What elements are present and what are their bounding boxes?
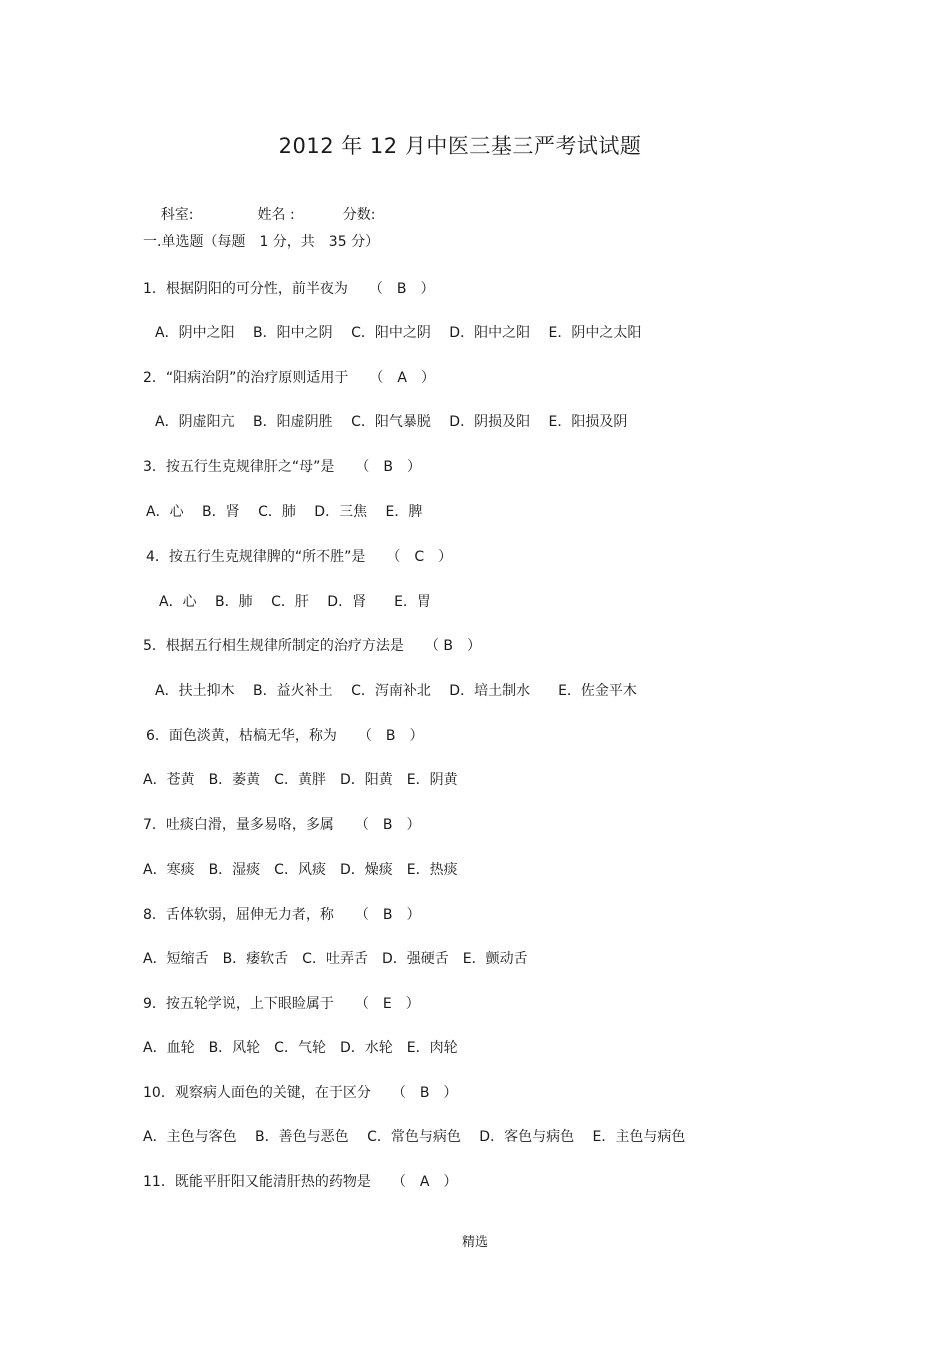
name-label: 姓名 : (257, 207, 295, 223)
question-5: 5．根据五行相生规律所制定的治疗方法是 （ B ） (143, 638, 481, 654)
options-4: A．心 B．肺 C．肝 D．肾 E．胃 (159, 594, 431, 610)
options-6: A．苍黄 B．萎黄 C．黄胖 D．阳黄 E．阴黄 (143, 772, 458, 788)
options-9: A．血轮 B．风轮 C．气轮 D．水轮 E．肉轮 (143, 1040, 458, 1056)
dept-label: 科室: (160, 207, 194, 223)
document-title: 2012 年 12 月中医三基三严考试试题 (278, 134, 642, 158)
section-heading: 一.单选题（每题 1 分，共 35 分） (143, 234, 380, 250)
question-2: 2．“阳病治阴”的治疗原则适用于 （ A ） (143, 370, 435, 386)
options-10: A．主色与客色 B．善色与恶色 C．常色与病色 D．客色与病色 E．主色与病色 (143, 1129, 686, 1145)
options-3: A．心 B．肾 C．肺 D．三焦 E．脾 (146, 504, 423, 520)
options-8: A．短缩舌 B．痿软舌 C．吐弄舌 D．强硬舌 E．颤动舌 (143, 951, 528, 967)
question-11: 11．既能平肝阳又能清肝热的药物是 （ A ） (143, 1174, 458, 1190)
question-4: 4．按五行生克规律脾的“所不胜”是 （ C ） (146, 549, 453, 565)
options-2: A．阴虚阳亢 B．阳虚阴胜 C．阳气暴脱 D．阴损及阳 E．阳损及阴 (155, 414, 628, 430)
question-1: 1．根据阴阳的可分性，前半夜为 （ B ） (143, 281, 435, 297)
options-7: A．寒痰 B．湿痰 C．风痰 D．燥痰 E．热痰 (143, 862, 458, 878)
question-3: 3．按五行生克规律肝之“母”是 （ B ） (143, 459, 422, 475)
question-8: 8．舌体软弱，屈伸无力者，称 （ B ） (143, 907, 421, 923)
options-5: A．扶土抑木 B．益火补土 C．泻南补北 D．培土制水 E．佐金平木 (155, 683, 637, 699)
options-1: A．阴中之阳 B．阳中之阴 C．阳中之阴 D．阳中之阳 E．阴中之太阳 (155, 325, 642, 341)
question-7: 7．吐痰白滑，量多易咯，多属 （ B ） (143, 817, 421, 833)
question-6: 6．面色淡黄，枯槁无华，称为 （ B ） (146, 728, 424, 744)
question-9: 9．按五轮学说，上下眼睑属于 （ E ） (143, 996, 420, 1012)
question-10: 10．观察病人面色的关键，在于区分 （ B ） (143, 1085, 458, 1101)
page-footer: 精选 (461, 1235, 488, 1250)
score-label: 分数: (342, 207, 376, 223)
